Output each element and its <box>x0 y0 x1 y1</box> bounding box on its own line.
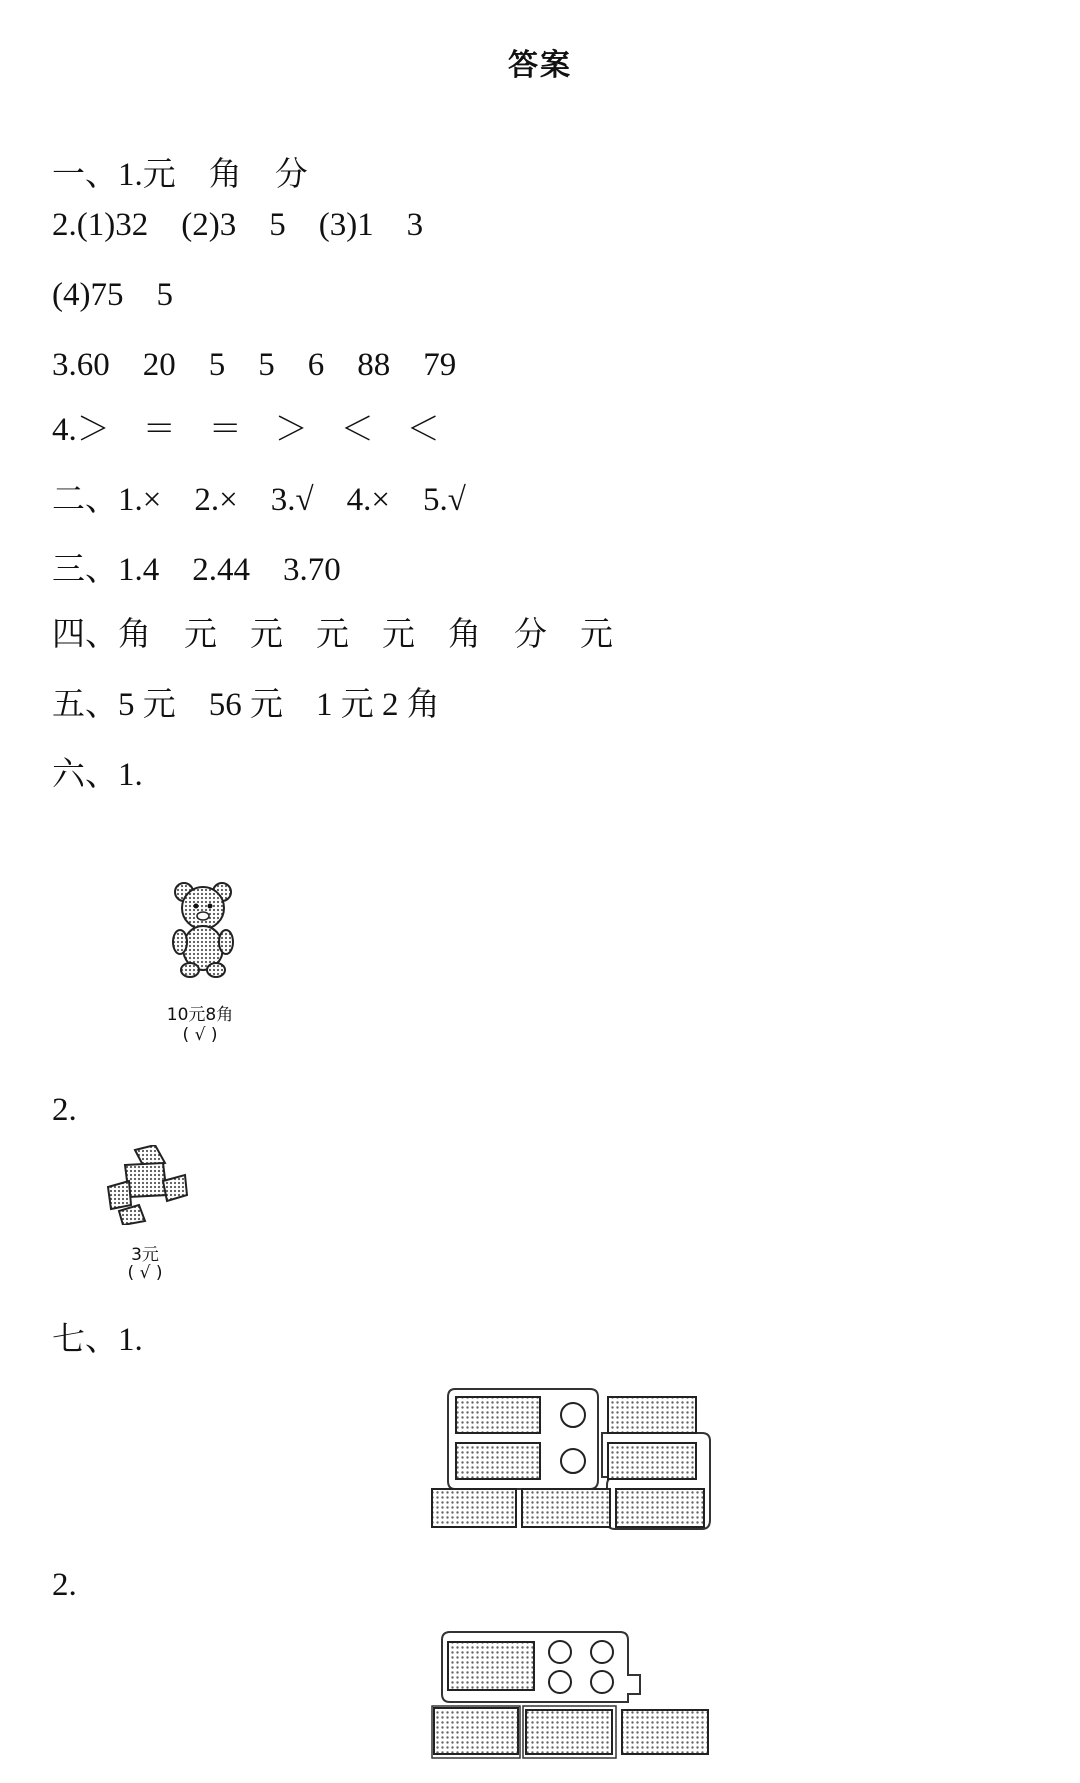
teddy-bear-image <box>168 880 238 980</box>
building-blocks-image <box>105 1145 190 1225</box>
money-grouping-image-1 <box>430 1385 720 1535</box>
answer-line-6: 二、1.× 2.× 3.√ 4.× 5.√ <box>52 482 466 518</box>
answer-line-3: (4)75 5 <box>52 277 173 313</box>
blocks-price: 3元 <box>131 1245 159 1265</box>
answer-line-11: 2. <box>52 1092 77 1128</box>
answer-line-7: 三、1.4 2.44 3.70 <box>52 552 341 588</box>
page-title: 答案 <box>508 48 572 83</box>
answer-line-10: 六、1. <box>52 757 143 793</box>
bear-price: 10元8角 <box>166 1005 234 1025</box>
answer-line-9: 五、5 元 56 元 1 元 2 角 <box>52 687 440 723</box>
answer-line-1: 一、1.元 角 分 <box>52 157 308 193</box>
blocks-check-mark: ( √ ) <box>127 1263 163 1283</box>
answer-line-2: 2.(1)32 (2)3 5 (3)1 3 <box>52 207 424 243</box>
money-grouping-image-2 <box>430 1630 720 1760</box>
answer-line-8: 四、角 元 元 元 元 角 分 元 <box>52 617 613 653</box>
answer-line-12: 七、1. <box>52 1322 143 1358</box>
answer-line-5: 4.＞ ＝ ＝ ＞ ＜ ＜ <box>52 412 440 448</box>
answer-line-13: 2. <box>52 1567 77 1603</box>
answer-line-4: 3.60 20 5 5 6 88 79 <box>52 347 457 383</box>
bear-check-mark: ( √ ) <box>182 1025 218 1045</box>
